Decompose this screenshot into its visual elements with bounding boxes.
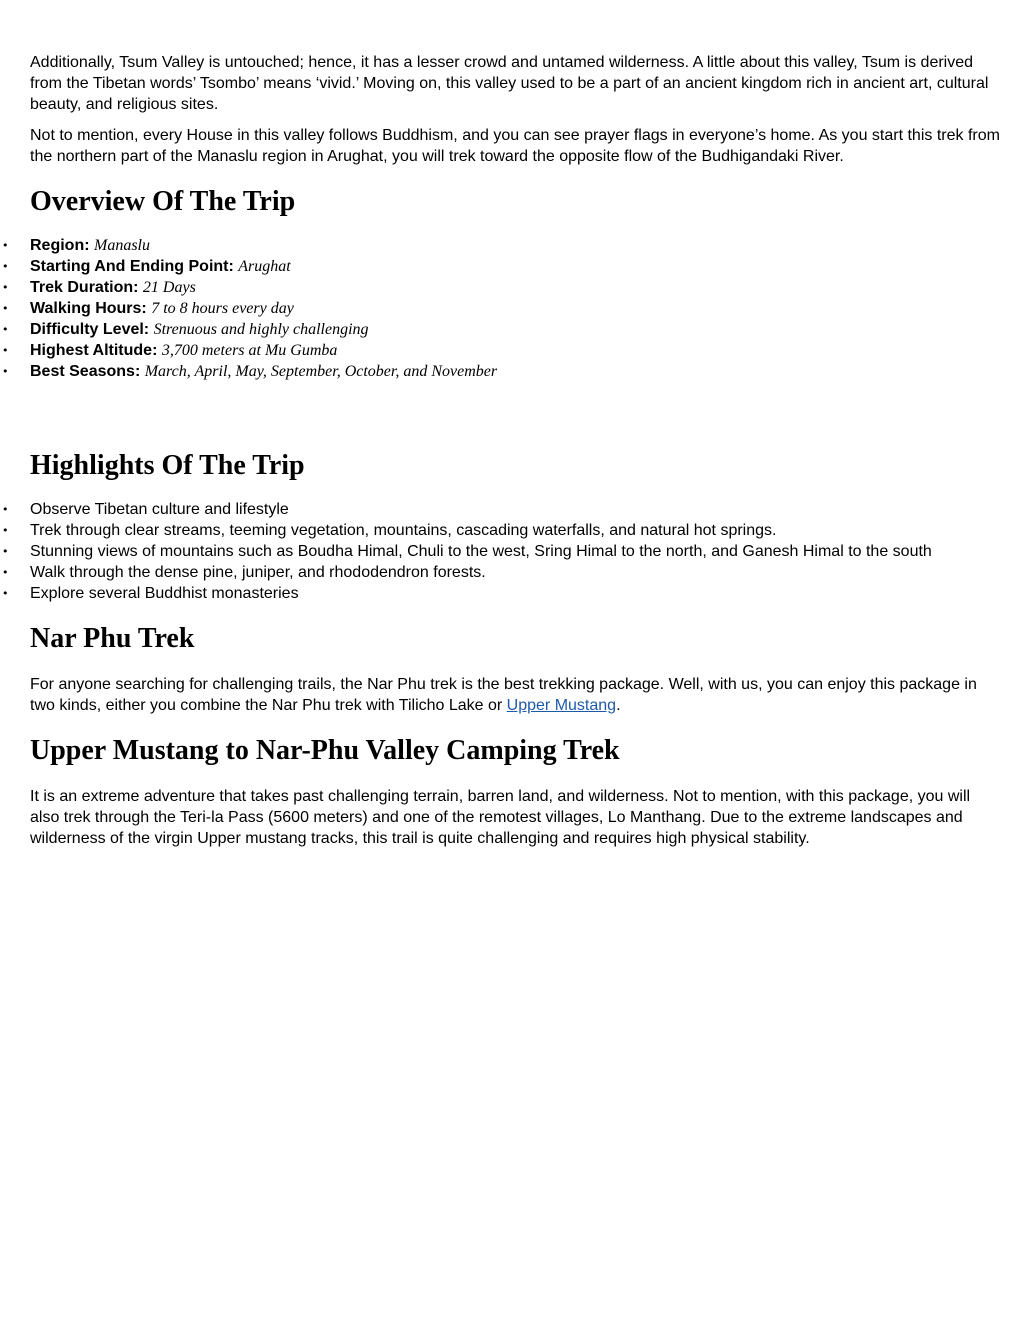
overview-item-label: Walking Hours: — [30, 300, 147, 317]
bullet-icon: • — [2, 239, 9, 252]
overview-item — [2, 256, 1002, 277]
highlight-item — [2, 520, 1002, 541]
highlight-item — [2, 562, 1002, 583]
bullet-icon: • — [2, 545, 9, 558]
document-content — [2, 52, 1002, 859]
overview-item — [2, 340, 1002, 361]
overview-item — [2, 277, 1002, 298]
highlights-heading: Highlights Of The Trip — [30, 450, 305, 481]
highlight-item-text: Explore several Buddhist monasteries — [30, 585, 299, 602]
intro-paragraph-2: Not to mention, every House in this valley follows Buddhism, and you can see prayer flags in everyone’s home. As you start this trek from the northern part of the Manaslu region in Arughat, you will trek toward the opposite flow of the Budhigandaki River. — [30, 127, 1000, 165]
nar-phu-heading: Nar Phu Trek — [30, 623, 195, 654]
overview-item — [2, 361, 1002, 382]
overview-heading: Overview Of The Trip — [30, 186, 296, 217]
overview-item — [2, 235, 1002, 256]
bullet-icon: • — [2, 566, 9, 579]
highlight-item-text: Walk through the dense pine, juniper, and rhododendron forests. — [30, 564, 486, 581]
bullet-icon: • — [2, 524, 9, 537]
overview-item — [2, 319, 1002, 340]
highlight-item-text: Trek through clear streams, teeming vegetation, mountains, cascading waterfalls, and natural hot springs. — [30, 522, 777, 539]
overview-item-label: Starting And Ending Point: — [30, 258, 234, 275]
highlight-item-text: Stunning views of mountains such as Boudha Himal, Chuli to the west, Sring Himal to the north, and Ganesh Himal to the south — [30, 543, 932, 560]
overview-item-value: 3,700 meters at Mu Gumba — [161, 342, 338, 359]
highlight-item — [2, 583, 1002, 604]
bullet-icon: • — [2, 503, 9, 516]
overview-item-label: Region: — [30, 237, 90, 254]
overview-item-value: 7 to 8 hours every day — [151, 300, 294, 317]
bullet-icon: • — [2, 323, 9, 336]
nar-phu-paragraph — [30, 674, 1002, 716]
nar-phu-paragraph-text: For anyone searching for challenging trails, the Nar Phu trek is the best trekking package. Well, with us, you can enjoy this package in two kinds, either you combine the Nar Phu trek with Tilicho Lake or — [30, 676, 977, 714]
overview-item — [2, 298, 1002, 319]
bullet-icon: • — [2, 302, 9, 315]
bullet-icon: • — [2, 587, 9, 600]
overview-item-value: Arughat — [238, 258, 291, 275]
overview-item-label: Trek Duration: — [30, 279, 139, 296]
upper-mustang-link[interactable]: Upper Mustang — [506, 697, 617, 714]
overview-item-label: Difficulty Level: — [30, 321, 150, 338]
highlight-item-text: Observe Tibetan culture and lifestyle — [30, 501, 289, 518]
overview-item-label: Highest Altitude: — [30, 342, 158, 359]
highlight-item — [2, 541, 1002, 562]
overview-item-value: March, April, May, September, October, and November — [144, 363, 498, 380]
bullet-icon: • — [2, 281, 9, 294]
overview-item-label: Best Seasons: — [30, 363, 141, 380]
overview-item-value: Manaslu — [94, 237, 150, 254]
bullet-icon: • — [2, 365, 9, 378]
upper-mustang-heading: Upper Mustang to Nar-Phu Valley Camping Trek — [30, 735, 620, 766]
bullet-icon: • — [2, 260, 9, 273]
intro-paragraph-1: Additionally, Tsum Valley is untouched; hence, it has a lesser crowd and untamed wilderness. A little about this valley, Tsum is derived from the Tibetan words’ Tsombo’ means ‘vivid.’ Moving on, this valley used to be a part of an ancient kingdom rich in ancient art, cultural beauty, and religious sites. — [30, 54, 989, 113]
overview-item-value: 21 Days — [142, 279, 196, 296]
overview-item-value: Strenuous and highly challenging — [153, 321, 369, 338]
highlight-item — [2, 499, 1002, 520]
highlights-list — [2, 499, 1002, 604]
nar-phu-paragraph-end: . — [616, 697, 621, 714]
overview-list — [2, 235, 1002, 382]
upper-mustang-paragraph: It is an extreme adventure that takes past challenging terrain, barren land, and wilderness. Not to mention, with this package, you will also trek through the Teri-la Pass (5600 meters) and one of the remotest villages, Lo Manthang. Due to the extreme landscapes and wilderness of the virgin Upper mustang tracks, this trail is quite challenging and requires high physical stability. — [30, 788, 971, 847]
bullet-icon: • — [2, 344, 9, 357]
